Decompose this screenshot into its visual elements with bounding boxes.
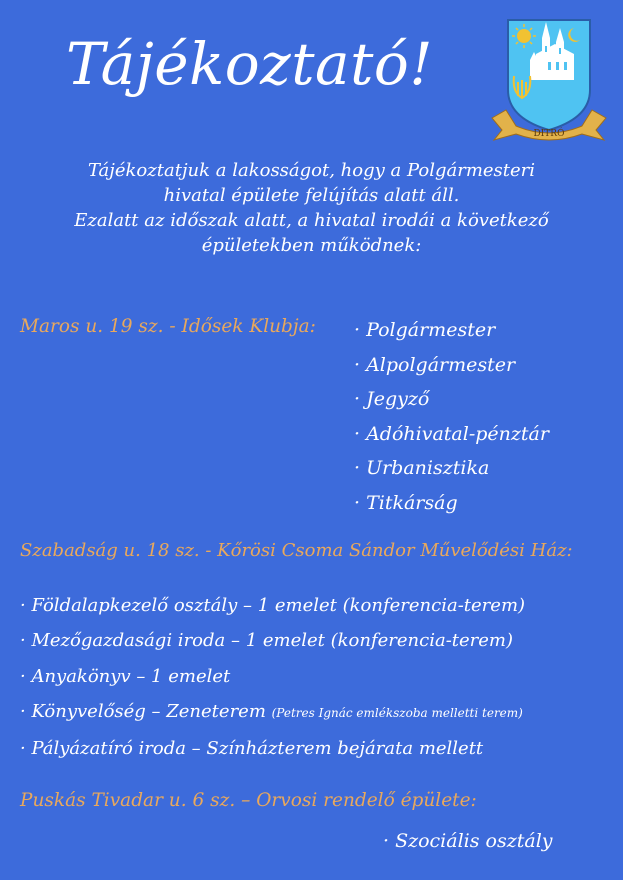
section1-address: Maros u. 19 sz. - Idősek Klubja: xyxy=(20,316,316,337)
intro-line: hivatal épülete felújítás alatt áll. xyxy=(163,185,460,206)
list-item: · Urbanisztika xyxy=(354,457,490,479)
list-item: · Szociális osztály xyxy=(383,830,553,852)
list-item: · Alpolgármester xyxy=(354,353,516,376)
list-item-text: · Könyvelőség – Zeneterem xyxy=(20,700,272,722)
crest-ribbon-text: DITRÓ xyxy=(533,129,565,139)
intro-line: épületekben működnek: xyxy=(201,235,422,256)
list-item: · Mezőgazdasági iroda – 1 emelet (konferencia-terem) xyxy=(20,630,514,652)
section2-office-list xyxy=(20,588,525,766)
list-item-note: (Petres Ignác emlékszoba melletti terem) xyxy=(271,705,523,720)
list-item: · Adóhivatal-pénztár xyxy=(354,422,549,445)
list-item: · Földalapkezelő osztály – 1 emelet (konferencia-terem) xyxy=(20,595,526,616)
list-item: · Titkárság xyxy=(354,491,458,514)
section3-address: Puskás Tivadar u. 6 sz. – Orvosi rendelő épülete: xyxy=(20,790,477,811)
section2-address: Szabadság u. 18 sz. - Kőrösi Csoma Sándor Művelődési Ház: xyxy=(20,540,573,561)
list-item: · Jegyző xyxy=(354,388,430,410)
page-title: Tájékoztató! xyxy=(66,30,434,98)
intro-line: Tájékoztatjuk a lakosságot, hogy a Polgármesteri xyxy=(87,160,536,181)
list-item xyxy=(20,694,525,731)
section1-office-list xyxy=(354,313,549,520)
list-item: · Pályázatíró iroda – Színházterem bejárata mellett xyxy=(20,738,484,760)
intro-line: Ezalatt az időszak alatt, a hivatal irodái a következő xyxy=(74,210,549,231)
intro-text xyxy=(0,158,623,258)
list-item: · Polgármester xyxy=(354,319,496,341)
coat-of-arms-icon xyxy=(490,18,608,144)
list-item: · Anyakönyv – 1 emelet xyxy=(20,665,231,687)
